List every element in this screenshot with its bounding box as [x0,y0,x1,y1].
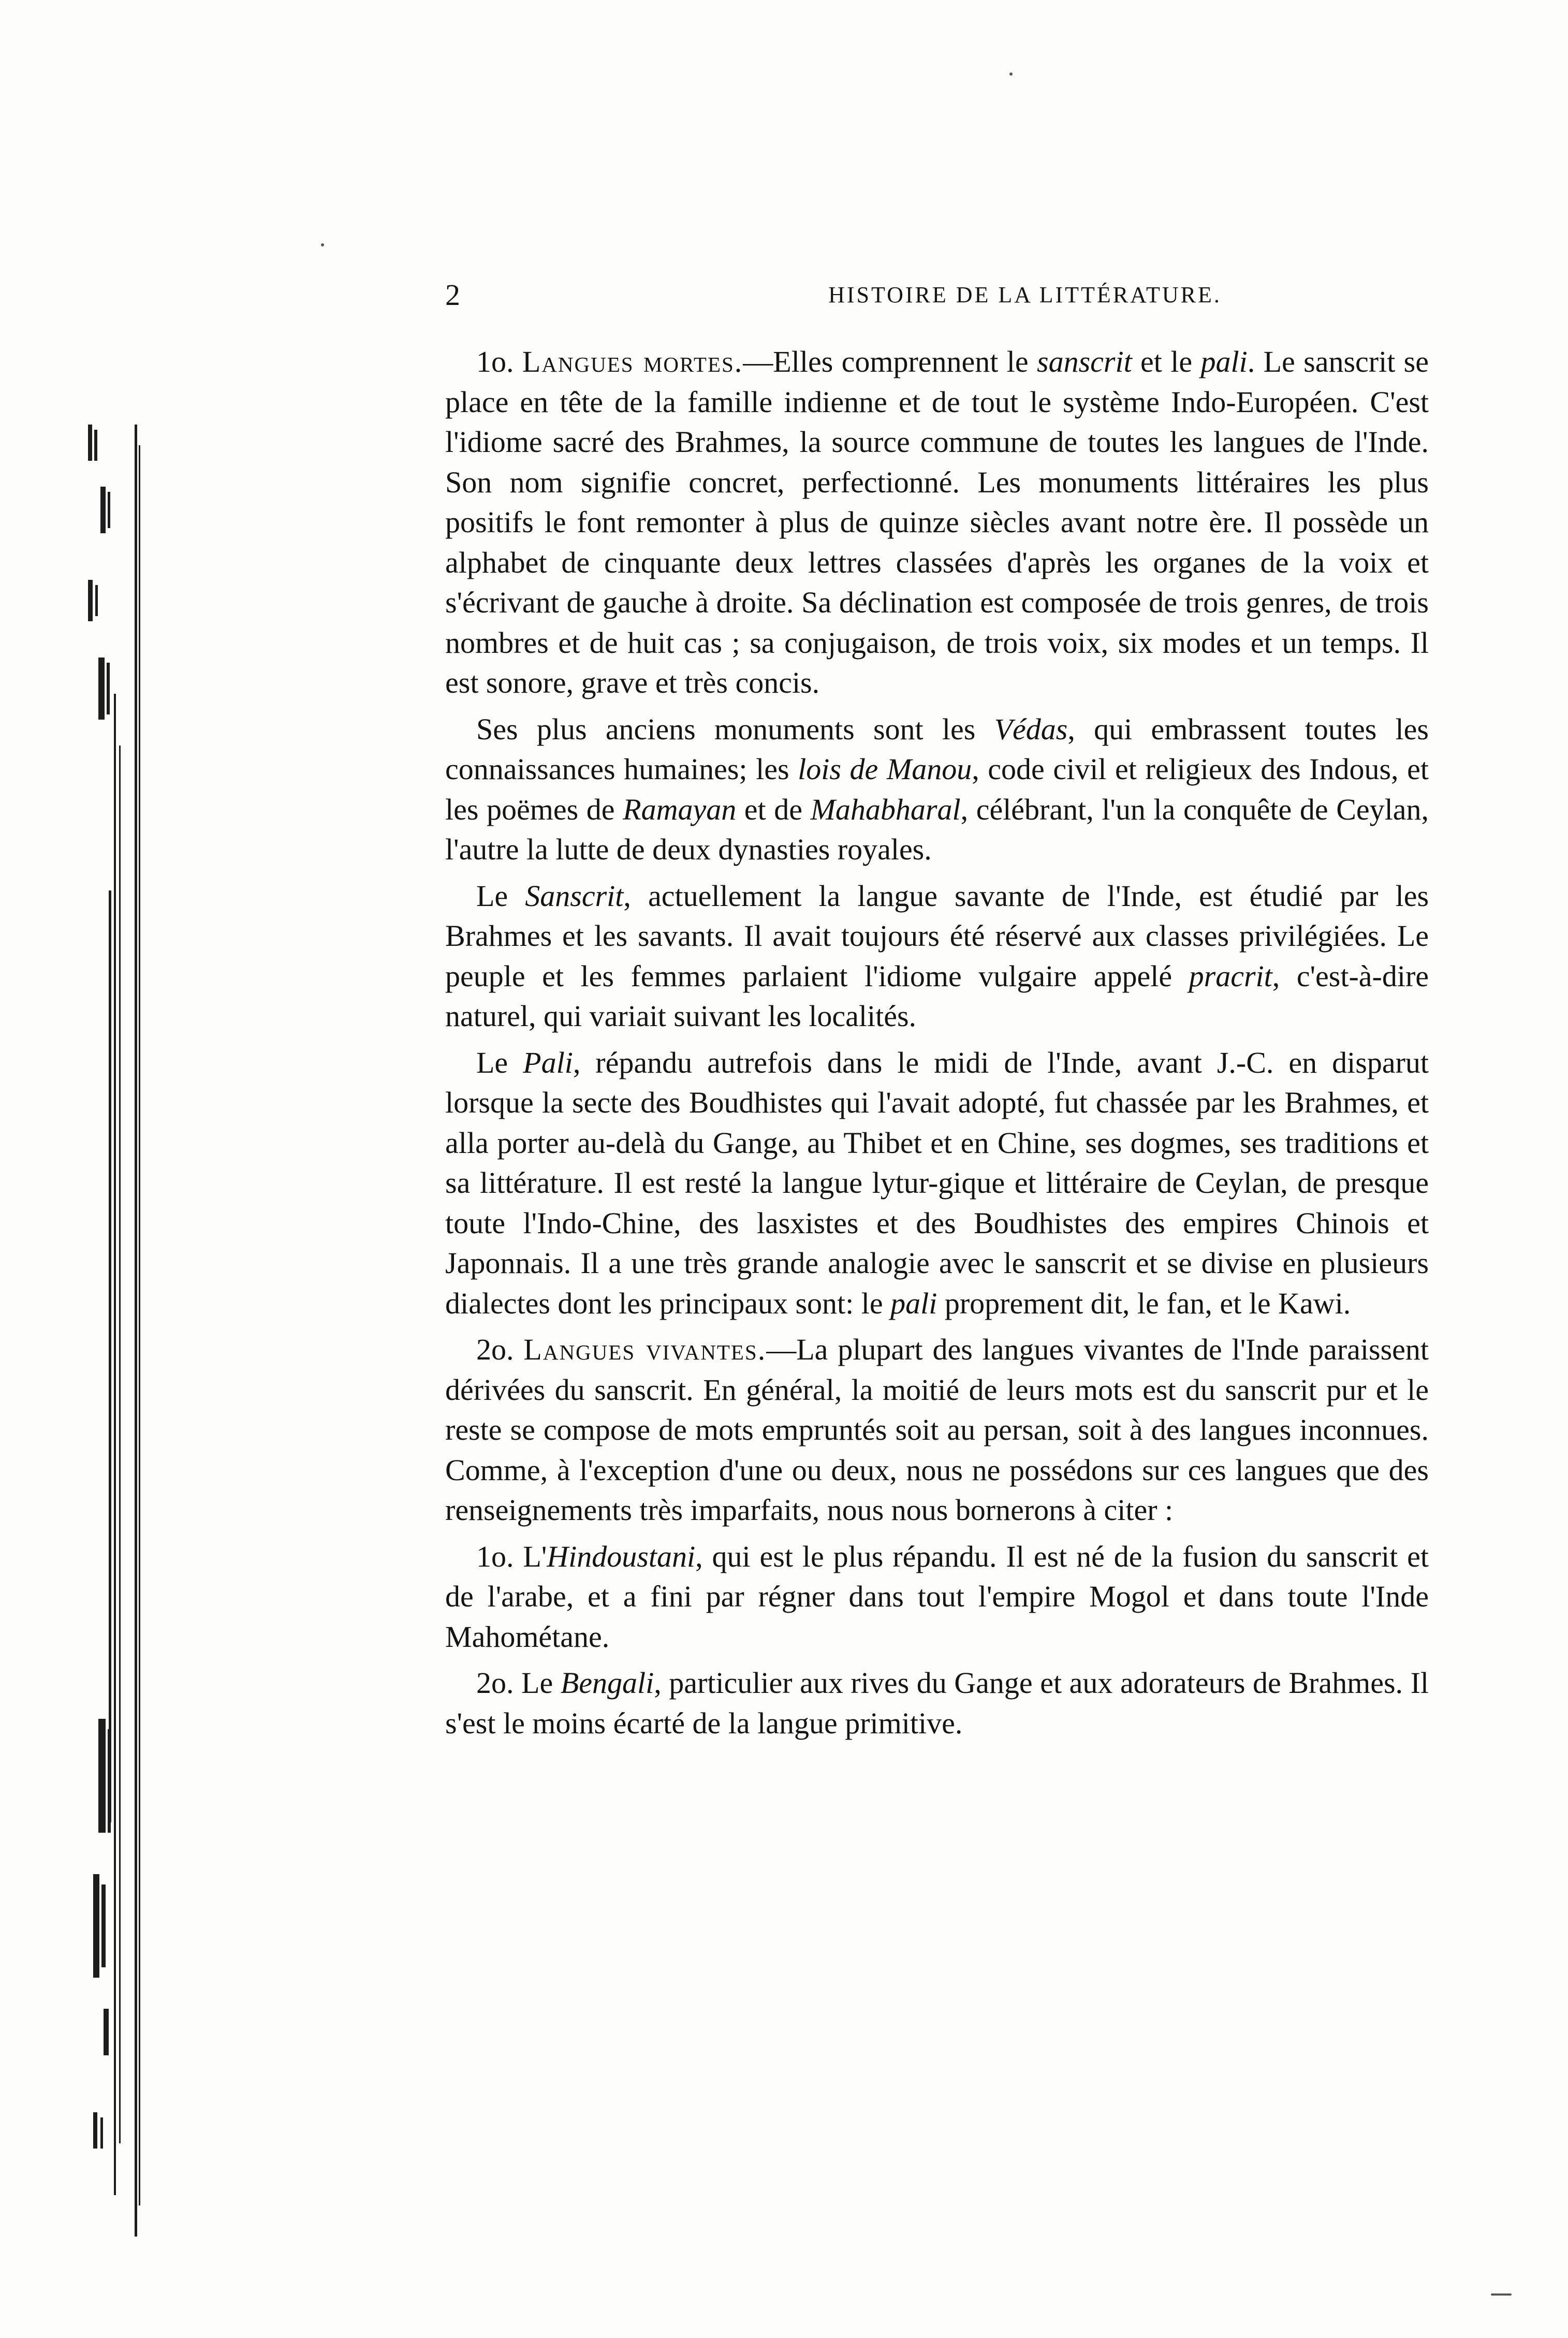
text-run: Ses plus anciens monuments sont les [476,712,994,746]
text-run: , répandu autrefois dans le midi de l'Inde, avant J.-C. en disparut lorsque la secte des Boudhistes qui l'avait adopté, fut chassée par les Brahmes, et alla porter au-delà du Gange, au Thibet et en Chine, ses dogmes, ses traditions et sa littérature. Il est resté la langue lytur-gique et littéraire de Ceylan, de presque toute l'Indo-Chine, des lasxistes et des Boudhistes des empires Chinois et Japonnais. Il a une très grande analogie avec le sanscrit et se divise en plusieurs dialectes dont les principaux sont: le [445,1045,1429,1320]
scan-speck [1491,2293,1512,2296]
running-head: HISTOIRE DE LA LITTÉRATURE. [828,282,1222,308]
binding-edge-artifact [78,425,145,2247]
paragraph [445,1329,1429,1530]
italic-term: Ramayan [623,792,737,826]
text-run: 1o. L' [476,1539,547,1573]
text-run: , code civil et religieux des Indous, et les poëmes de [445,752,1429,826]
text-run: Le [476,1045,523,1079]
page-header [445,274,1429,316]
italic-term: Pali [523,1045,573,1079]
text-run: 2o. Le [476,1666,561,1700]
text-run: , célébrant, l'un la conquête de Ceylan, l'autre la lutte de deux dynasties royales. [445,792,1429,866]
italic-term: Védas [994,712,1068,746]
text-run: —Elles comprennent le [743,345,1037,378]
paragraph [445,1537,1429,1657]
text-run: , actuellement la langue savante de l'Inde, est étudié par les Brahmes et les savants. Il avait toujours été réservé aux classes privilégiées. Le peuple et les femmes parlaient l'idiome vulgaire appelé [445,879,1429,993]
text-run: proprement dit, le fan, et le Kawi. [937,1286,1351,1320]
paragraph [445,709,1429,870]
italic-term: Hindoustani [547,1539,696,1573]
text-run: . Le sanscrit se place en tête de la famille indienne et de tout le système Indo-Européen. C'est l'idiome sacré des Brahmes, la source commune de toutes les langues de l'Inde. Son nom signifie concret, perfectionné. Les monuments littéraires les plus positifs le font remonter à plus de quinze siècles avant notre ère. Il possède un alphabet de cinquante deux lettres classées d'après les organes de la voix et s'écrivant de gauche à droite. Sa déclination est composée de trois genres, de trois nombres et de huit cas ; sa conjugaison, de trois voix, six modes et un temps. Il est sonore, grave et très concis. [445,345,1429,699]
italic-term: Sanscrit [525,879,624,913]
italic-term: lois de Manou [798,752,972,786]
text-run: , c'est-à-dire naturel, qui variait suivant les localités. [445,959,1429,1033]
section-heading: Langues vivantes. [523,1333,767,1366]
body-text [445,342,1429,1749]
scan-speck [1009,72,1013,76]
text-run: , particulier aux rives du Gange et aux adorateurs de Brahmes. Il s'est le moins écarté de la langue primitive. [445,1666,1429,1740]
section-heading: Langues mortes. [522,345,743,378]
italic-term: Bengali [560,1666,654,1700]
section-number: 2o. [476,1333,524,1366]
paragraph [445,876,1429,1036]
paragraph [445,342,1429,703]
text-run: , qui embrassent toutes les connaissances humaines; les [445,712,1429,786]
paragraph [445,1043,1429,1324]
italic-term: pali [890,1286,937,1320]
scan-speck [321,243,324,246]
text-run: et le [1132,345,1201,378]
section-number: 1o. [476,345,522,378]
page-number: 2 [445,278,460,312]
italic-term: Mahabharal [810,792,961,826]
text-run: , qui est le plus répandu. Il est né de la fusion du sanscrit et de l'arabe, et a fini par régner dans tout l'empire Mogol et dans toute l'Inde Mahométane. [445,1539,1429,1654]
italic-term: pracrit [1189,959,1272,993]
italic-term: sanscrit [1037,345,1132,378]
italic-term: pali [1200,345,1248,378]
text-run: Le [476,879,525,913]
text-run: et de [736,792,811,826]
text-run: —La plupart des langues vivantes de l'Inde paraissent dérivées du sanscrit. En général, la moitié de leurs mots est du sanscrit pur et le reste se compose de mots empruntés soit au persan, soit à des langues inconnues. Comme, à l'exception d'une ou deux, nous ne possédons sur ces langues que des renseignements très imparfaits, nous nous bornerons à citer : [445,1333,1429,1527]
paragraph [445,1663,1429,1743]
